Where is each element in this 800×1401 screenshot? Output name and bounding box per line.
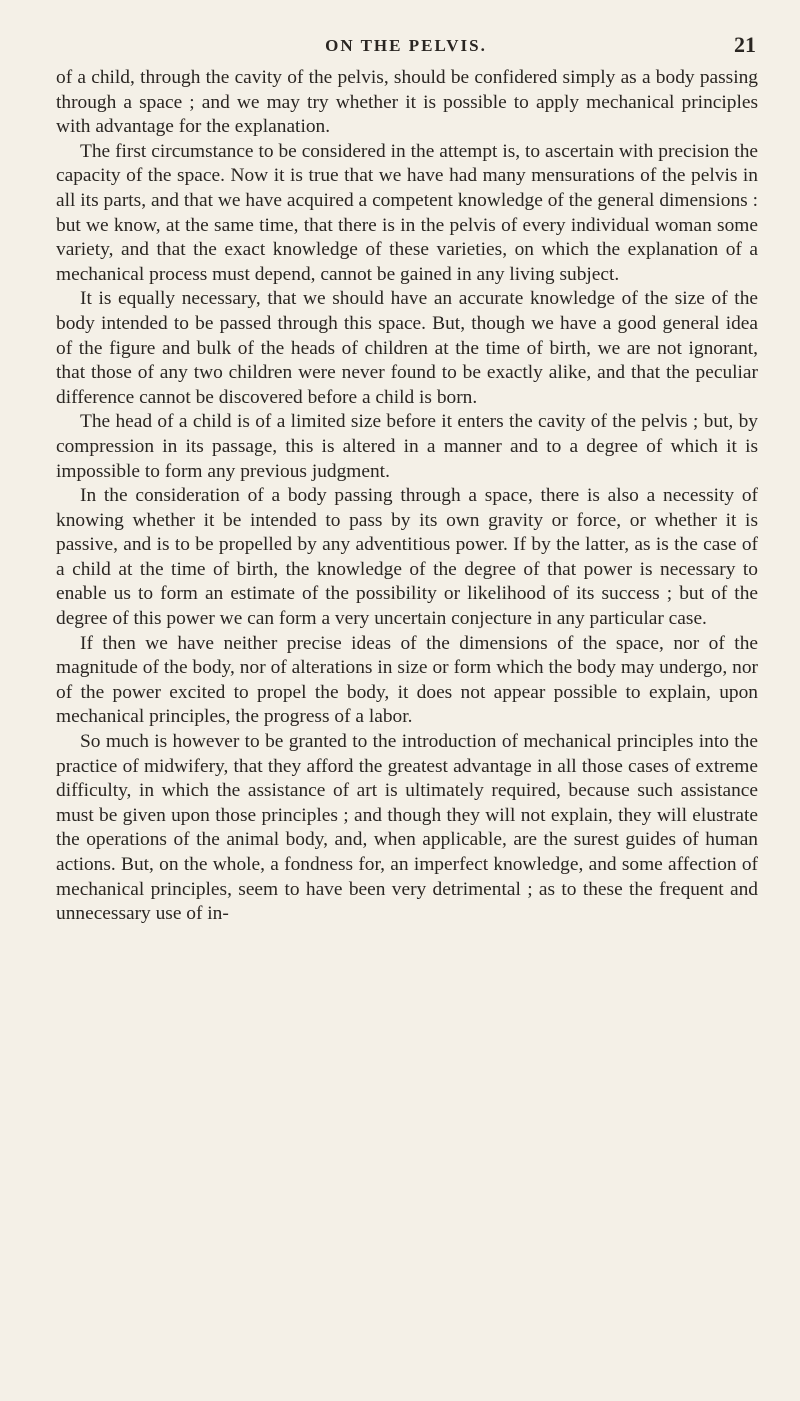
page-number: 21 [734,32,756,57]
paragraph: It is equally necessary, that we should have an accurate knowledge of the size of the body intended to be passed through this space. But, though we have a good general idea of the figure and bulk of the heads of children at the time of birth, we are not ignorant, that those of any two children were never found to be exactly alike, and that the peculiar difference cannot be discovered before a child is born. [56,288,758,408]
paragraph: of a child, through the cavity of the pelvis, should be confidered simply as a body passing through a space ; and we may try whether it is possible to apply mechanical principles with advantage for the explanation. [56,67,758,138]
paragraph: If then we have neither precise ideas of the dimensions of the space, nor of the magnitude of the body, nor of alterations in size or form which the body may undergo, nor of the power excited to propel the body, it does not appear possible to explain, upon mechanical principles, the progress of a labor. [56,632,758,728]
paragraph: In the consideration of a body passing through a space, there is also a necessity of knowing whether it be intended to pass by its own gravity or force, or whether it is passive, and is to be propelled by any adventitious power. If by the latter, as is the case of a child at the time of birth, the knowledge of the degree of that power is necessary to enable us to form an estimate of the possibility or likelihood of its success ; but of the degree of this power we can form a very uncertain conjecture in any particular case. [56,485,758,630]
paragraph: The head of a child is of a limited size before it enters the cavity of the pelvis ; but, by compression in its passage, this is altered in a manner and to a degree of which it is impossible to form any previous judgment. [56,411,758,482]
body-text [56,66,758,927]
running-head [56,32,756,66]
paragraph: So much is however to be granted to the introduction of mechanical principles into the practice of midwifery, that they afford the greatest advantage in all those cases of extreme difficulty, in which the assistance of art is ultimately required, because such assistance must be given upon those principles ; and though they will not explain, they will elustrate the operations of the animal body, and, when applicable, are the surest guides of human actions. But, on the whole, a fondness for, an imperfect knowledge, and some affection of mechanical principles, seem to have been very detrimental ; as to these the frequent and unnecessary use of in- [56,731,758,925]
running-title: ON THE PELVIS. [325,36,487,55]
paragraph: The first circumstance to be considered in the attempt is, to ascertain with precision the capacity of the space. Now it is true that we have had many mensurations of the pelvis in all its parts, and that we have acquired a competent knowledge of the general dimensions : but we know, at the same time, that there is in the pelvis of every individual woman some variety, and that the exact knowledge of these varieties, on which the explanation of a mechanical process must depend, cannot be gained in any living subject. [56,140,758,285]
bottom-margin [0,1360,800,1401]
